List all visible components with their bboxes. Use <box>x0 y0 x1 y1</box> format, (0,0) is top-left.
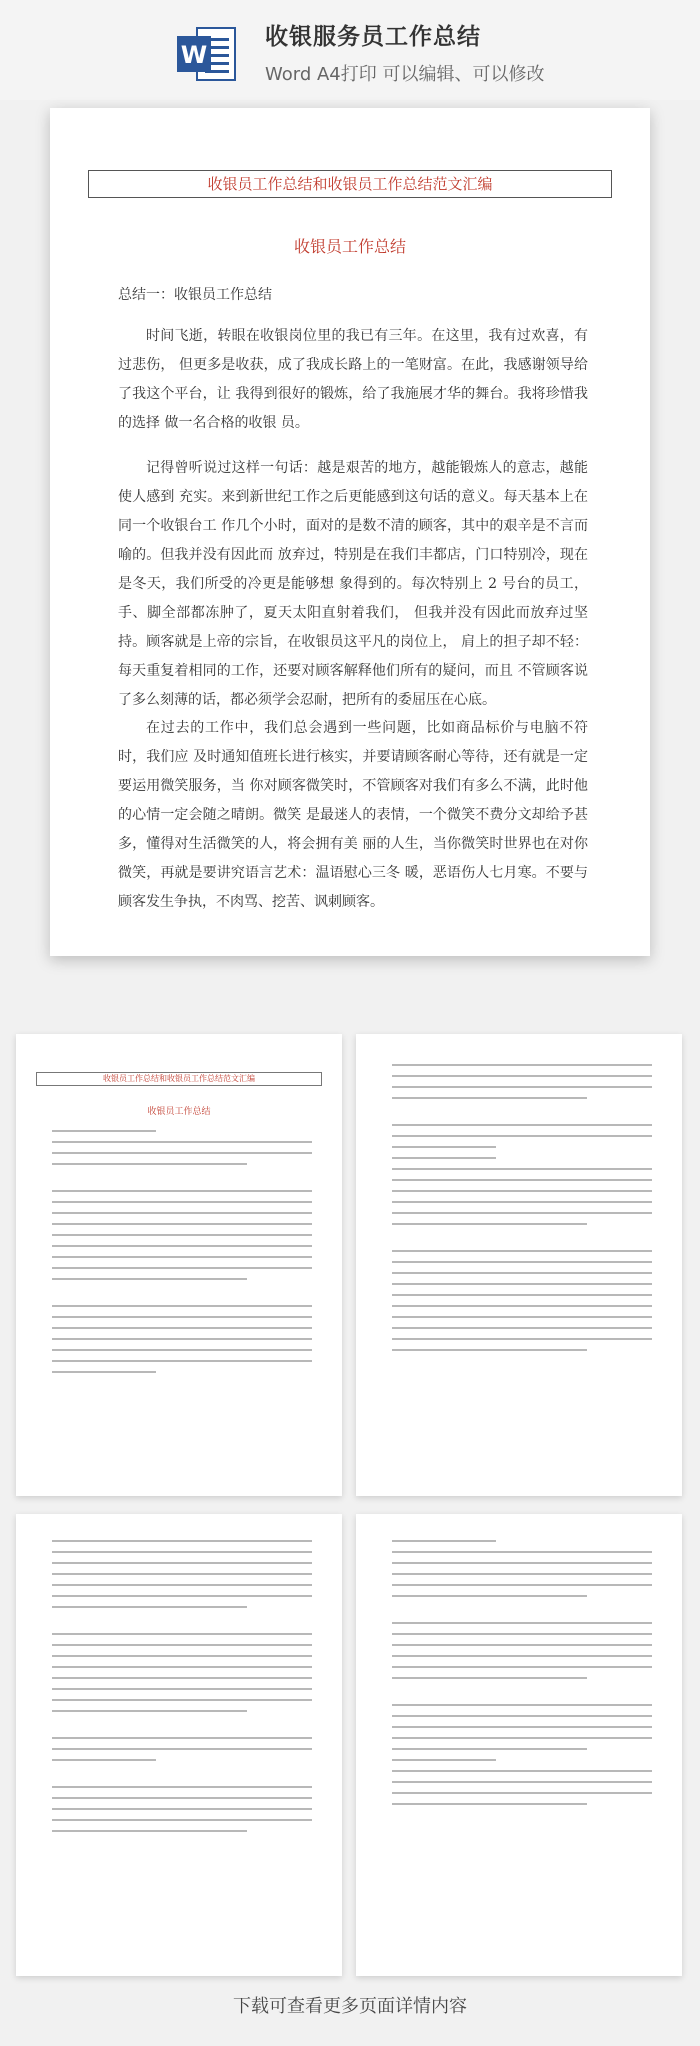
document-subheading: 总结一：收银员工作总结 <box>118 287 272 303</box>
document-paragraph: 时间飞逝，转眼在收银岗位里的我已有三年。在这里，我有过欢喜，有过悲伤， 但更多是收获，成了我成长路上的一笔财富。在此，我感谢领导给了我这个平台，让 我得到很好的锻炼，给了我施展才华的舞台。我将珍惜我的选择 做一名合格的收银 员。 <box>118 328 588 431</box>
header-subtitle: Word A4打印 可以编辑、可以修改 <box>265 64 545 85</box>
document-paragraph: 记得曾听说过这样一句话：越是艰苦的地方，越能锻炼人的意志，越能使人感到 充实。来到新世纪工作之后更能感到这句话的意义。每天基本上在同一个收银台工 作几个小时，面对的是数不清的顾客，其中的艰辛是不言而喻的。但我并没有因此而 放弃过，特别是在我们丰都店，门口特别冷，现在是冬天，我们所受的冷更是能够想 象得到的。每次特别上 2 号台的员工，手、脚全部都冻肿了，夏天太阳直射着我们， 但我并没有因此而放弃过坚持。顾客就是上帝的宗旨，在收银员这平凡的岗位上， 肩上的担子却不轻：每天重复着相同的工作，还要对顾客解释他们所有的疑问，而且 不管顾客说了多么刻薄的话，都必须学会忍耐，把所有的委屈压在心底。 <box>118 460 588 708</box>
thumbnail-title: 收银员工作总结 <box>147 1107 211 1117</box>
thumbnail-text-lines <box>392 1540 652 1814</box>
header <box>0 0 700 100</box>
thumbnail-text-lines <box>52 1130 312 1382</box>
thumbnail-banner: 收银员工作总结和收银员工作总结范文汇编 <box>36 1072 322 1086</box>
document-paragraph: 在过去的工作中，我们总会遇到一些问题，比如商品标价与电脑不符时，我们应 及时通知值班长进行核实，并要请顾客耐心等待，还有就是一定要运用微笑服务，当 你对顾客微笑时，不管顾客对我们有多么不满，此时他的心情一定会随之晴朗。微笑 是最迷人的表情，一个微笑不费分文却给予甚多，懂得对生活微笑的人，将会拥有美 丽的人生，当你微笑时世界也在对你微笑，再就是要讲究语言艺术：温语慰心三冬 暖，恶语伤人七月寒。不要与顾客发生争执，不肉骂、挖苦、讽刺顾客。 <box>118 720 588 910</box>
word-document-icon <box>175 22 239 86</box>
footer-more-pages-text[interactable]: 下载可查看更多页面详情内容 <box>233 1996 467 2017</box>
thumbnail-text-lines <box>52 1540 312 1841</box>
page-thumbnail-1[interactable] <box>16 1034 342 1496</box>
header-title: 收银服务员工作总结 <box>265 24 481 50</box>
document-banner: 收银员工作总结和收银员工作总结范文汇编 <box>88 170 612 198</box>
page-thumbnail-4[interactable] <box>356 1514 682 1976</box>
document-page-preview <box>50 108 650 956</box>
word-icon-letter: W <box>180 41 208 69</box>
page-thumbnail-2[interactable] <box>356 1034 682 1496</box>
document-title: 收银员工作总结 <box>293 237 406 256</box>
page-thumbnail-3[interactable] <box>16 1514 342 1976</box>
thumbnail-text-lines <box>392 1064 652 1360</box>
